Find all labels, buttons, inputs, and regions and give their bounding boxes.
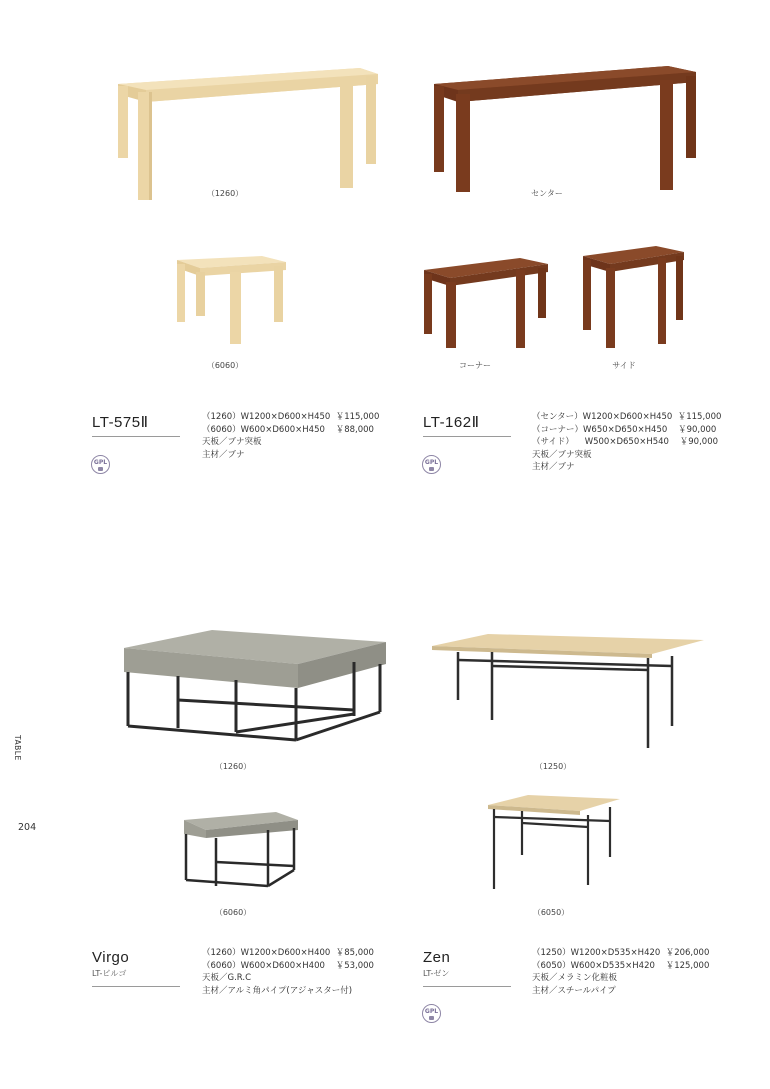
- page-number: 204: [18, 822, 37, 833]
- zen-subname: LT-ゼン: [423, 969, 450, 978]
- lt162-specs: （センター）W1200×D600×H450 ￥115,000 （コーナー）W650×D650×H450 ￥90,000 （サイド） W500×D650×H540 ￥90,000 天板／ブナ突板 主材／ブナ: [532, 412, 722, 473]
- virgo-divider: [92, 986, 180, 987]
- zen-divider: [423, 986, 511, 987]
- zen-name: Zen: [423, 949, 451, 966]
- virgo-name: Virgo: [92, 949, 130, 966]
- lt575-specs: （1260）W1200×D600×H450 ￥115,000 （6060）W600×D600×H450 ￥88,000 天板／ブナ突板 主材／ブナ: [202, 412, 380, 460]
- lt575-name: LT-575Ⅱ: [92, 414, 149, 431]
- section-label: TABLE: [13, 735, 22, 761]
- virgo-1260-image: [120, 628, 390, 748]
- caption-lt162-center: センター: [531, 189, 563, 198]
- caption-zen-1250: （1250）: [534, 762, 572, 771]
- lt162-divider: [423, 436, 511, 437]
- zen-6050-image: [484, 793, 624, 893]
- virgo-subname: LT-ビルゴ: [92, 969, 127, 978]
- lt162-center-image: [428, 62, 703, 202]
- caption-lt162-side: サイド: [612, 361, 636, 370]
- zen-specs: （1250）W1200×D535×H420 ￥206,000 （6050）W600×D535×H420 ￥125,000 天板／メラミン化粧板 主材／スチールパイプ: [532, 948, 710, 996]
- lt162-corner-image: [420, 256, 555, 352]
- zen-1250-image: [428, 630, 708, 755]
- virgo-6060-image: [180, 810, 300, 890]
- lt575-divider: [92, 436, 180, 437]
- caption-lt575-1260: （1260）: [206, 189, 244, 198]
- lt162-name: LT-162Ⅱ: [423, 414, 480, 431]
- lt162-side-image: [580, 244, 690, 350]
- gpl-badge-lt162: GPL: [422, 455, 441, 474]
- gpl-badge-zen: GPL: [422, 1004, 441, 1023]
- caption-zen-6050: （6050）: [532, 908, 570, 917]
- caption-virgo-6060: （6060）: [214, 908, 252, 917]
- caption-virgo-1260: （1260）: [214, 762, 252, 771]
- lt575-6060-image: [172, 252, 292, 352]
- gpl-badge-lt575: GPL: [91, 455, 110, 474]
- caption-lt162-corner: コーナー: [459, 361, 491, 370]
- lt575-1260-image: [110, 62, 385, 202]
- virgo-specs: （1260）W1200×D600×H400 ￥85,000 （6060）W600×D600×H400 ￥53,000 天板／G.R.C 主材／アルミ角パイプ(アジャスター付): [202, 948, 374, 996]
- caption-lt575-6060: （6060）: [206, 361, 244, 370]
